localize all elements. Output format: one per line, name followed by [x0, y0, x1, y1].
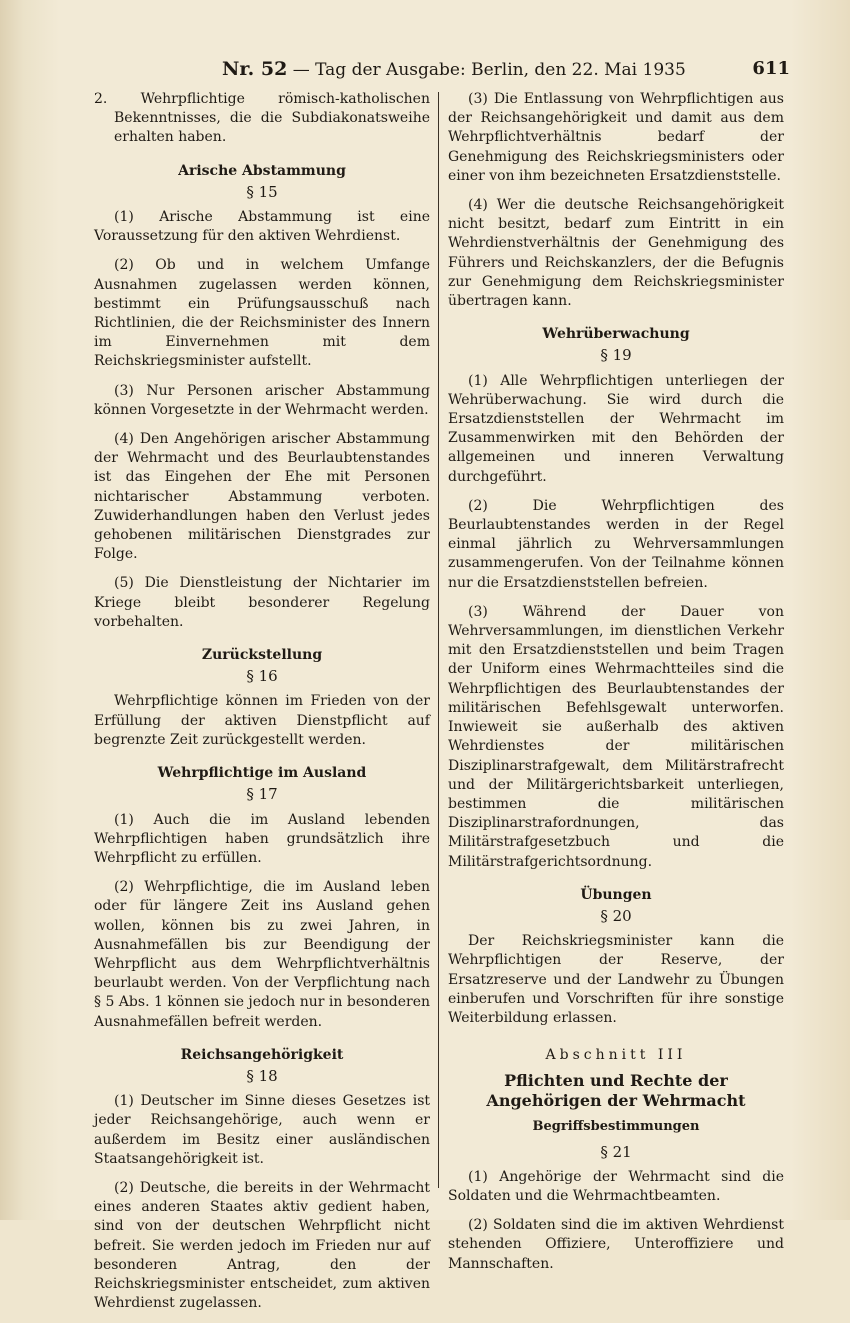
section-number: § 19 [600, 346, 632, 365]
section-number: § 15 [246, 182, 278, 201]
section-heading: Arische Abstammung [178, 162, 346, 179]
paragraph: (3) Nur Personen arischer Abstammung können Vorgesetzte in der Wehrmacht werden. [94, 382, 430, 418]
section-heading: Zurückstellung [201, 647, 323, 664]
chapter-title: Pflichten und Rechte der Angehörigen der Wehrmacht [486, 1071, 746, 1111]
paragraph: 2. Wehrpflichtige römisch-katholischen Bekenntnisses, die die Subdiakonatsweihe erhalten haben. [94, 91, 430, 146]
paragraph: (1) Deutscher im Sinne dieses Gesetzes ist jeder Reichsangehörige, auch wenn er außerdem im Besitz einer ausländischen Staatsangehörigkeit ist. [94, 1093, 430, 1167]
paragraph: (2) Ob und in welchem Umfange Ausnahmen zugelassen werden können, bestimmt ein Prüfungsausschuß nach Richtlinien, die der Reichsminister des Innern im Einvernehmen mit dem Reichskriegsminister aufstellt. [94, 257, 430, 370]
paragraph: (1) Alle Wehrpflichtigen unterliegen der Wehrüberwachung. Sie wird durch die Ersatzdienststellen der Wehrmacht im Zusammenwirken mit den Behörden der allgemeinen und inneren Verwaltung durchgeführt. [448, 372, 784, 485]
paragraph: (2) Deutsche, die bereits in der Wehrmacht eines anderen Staates aktiv gedient haben, sind von der deutschen Wehrpflicht nicht befreit. Sie werden jedoch im Frieden nur auf besonderen Antrag, den der Reichskriegsminister entscheidet, zum aktiven Wehrdienst zugelassen. [94, 1179, 430, 1312]
column-divider [438, 92, 439, 1188]
section-heading: Wehrüberwachung [542, 326, 690, 343]
paragraph: (2) Soldaten sind die im aktiven Wehrdienst stehenden Offiziere, Unteroffiziere und Mannschaften. [448, 1217, 784, 1272]
subsection-heading: Begriffsbestimmungen [532, 1119, 700, 1135]
paragraph: (3) Während der Dauer von Wehrversammlungen, im dienstlichen Verkehr mit den Ersatzdienststellen und beim Tragen der Uniform eines Wehrmachtteiles sind die Wehrpflichtigen des Beurlaubtenstandes der militärischen Befehlsgewalt unterworfen. Inwieweit sie außerhalb des aktiven Wehrdienstes der militärischen Disziplinarstrafgewalt, dem Militärstrafrecht und der Militärgerichtsbarkeit unterliegen, bestimmen die militärischen Disziplinarstrafordnungen, das Militärstrafgesetzbuch und die Militärstrafgerichtsordnung. [448, 603, 784, 870]
section-number: § 16 [246, 667, 278, 686]
paragraph: (4) Den Angehörigen arischer Abstammung der Wehrmacht und des Beurlaubtenstandes ist das Eingehen der Ehe mit Personen nichtarischer Abstammung verboten. Zuwiderhandlungen haben den Verlust jedes gehobenen militärischen Dienstgrades zur Folge. [94, 431, 430, 563]
paragraph: Der Reichskriegsminister kann die Wehrpflichtigen der Reserve, der Ersatzreserve und der Landwehr zu Übungen einberufen und Vorschriften für ihre sonstige Weiterbildung erlassen. [448, 933, 784, 1026]
paragraph: (3) Die Entlassung von Wehrpflichtigen aus der Reichsangehörigkeit und damit aus dem Wehrpflichtverhältnis bedarf der Genehmigung des Reichskriegsministers oder einer von ihm bezeichneten Ersatzdienststelle. [448, 91, 784, 184]
section-heading: Wehrpflichtige im Ausland [157, 765, 367, 782]
section-number: § 17 [246, 785, 278, 804]
paragraph: (1) Auch die im Ausland lebenden Wehrpflichtigen haben grundsätzlich ihre Wehrpflicht zu erfüllen. [94, 811, 430, 866]
page-header [222, 58, 792, 82]
chapter-label: Abschnitt III [545, 1047, 687, 1064]
paragraph: (1) Angehörige der Wehrmacht sind die Soldaten und die Wehrmachtbeamten. [448, 1168, 784, 1204]
paragraph: (4) Wer die deutsche Reichsangehörigkeit nicht besitzt, bedarf zum Eintritt in ein Wehrdienstverhältnis der Genehmigung des Führers und Reichskanzlers, der die Befugnis zur Genehmigung dem Reichskriegsminister übertragen kann. [448, 197, 784, 310]
issue-number: Nr. 52 [222, 58, 288, 80]
page-number: 611 [752, 58, 790, 79]
section-number: § 21 [600, 1142, 632, 1161]
section-number: § 18 [246, 1066, 278, 1085]
section-heading: Reichsangehörigkeit [180, 1046, 344, 1063]
paragraph: (2) Wehrpflichtige, die im Ausland leben oder für längere Zeit ins Ausland gehen wollen, können bis zu zwei Jahren, in Ausnahmefällen bis zur Beendigung der Wehrpflicht aus dem Wehrpflichtverhältnis beurlaubt werden. Von der Verpflichtung nach § 5 Abs. 1 können sie jedoch nur in besonderen Ausnahmefällen befreit werden. [94, 879, 430, 1030]
paragraph: (1) Arische Abstammung ist eine Voraussetzung für den aktiven Wehrdienst. [94, 209, 430, 245]
paragraph: (2) Die Wehrpflichtigen des Beurlaubtenstandes werden in der Regel einmal jährlich zu Wehrversammlungen zusammengerufen. Von der Teilnahme können nur die Ersatzdienststellen befreien. [448, 497, 784, 591]
section-number: § 20 [600, 906, 632, 925]
paragraph: (5) Die Dienstleistung der Nichtarier im Kriege bleibt besonderer Regelung vorbehalten. [94, 575, 430, 630]
paragraph: Wehrpflichtige können im Frieden von der Erfüllung der aktiven Dienstpflicht auf begrenzte Zeit zurückgestellt werden. [94, 693, 430, 748]
right-column [448, 90, 784, 1284]
section-heading: Übungen [580, 886, 652, 903]
left-column [94, 90, 430, 1323]
issue-date-line: — Tag der Ausgabe: Berlin, den 22. Mai 1935 [292, 60, 686, 80]
